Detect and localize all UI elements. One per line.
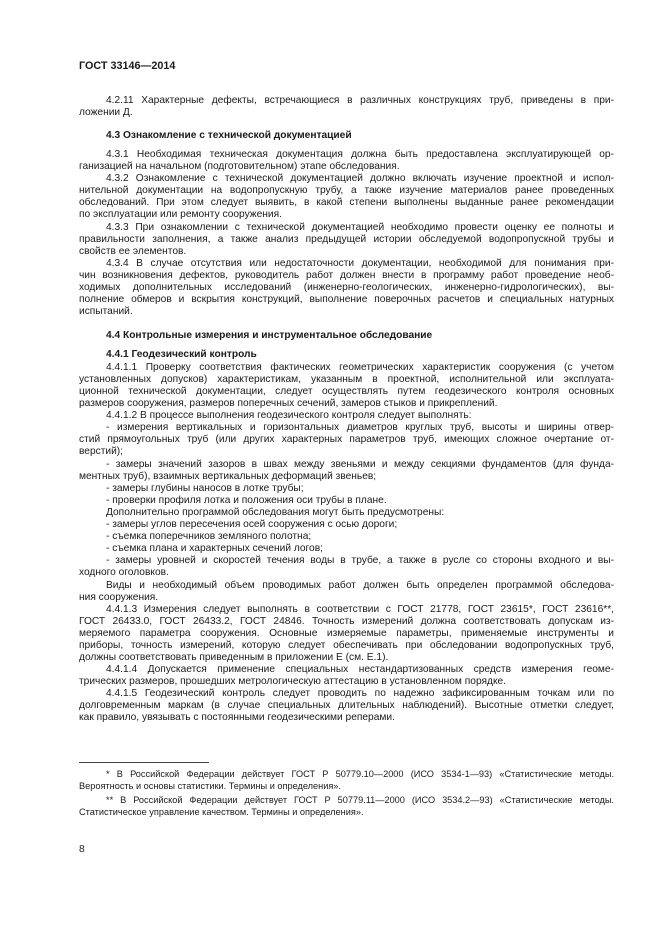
- text-line-l44: должны соответствовать приведенным в приложении Е (см. Е.1).: [79, 652, 389, 663]
- text-line-l37: ходного оголовков.: [79, 567, 169, 578]
- document-header: ГОСТ 33146—2014: [79, 60, 176, 72]
- text-line-l23: размеров сооружения, размеров поперечных сечений, замеров стыков и прикреплений.: [79, 398, 498, 409]
- text-line-l39: ния сооружения.: [79, 592, 159, 603]
- text-line-l11: правильности заполнения, а также анализ предыдущей истории обследуемой водопропускной трубы и: [79, 234, 614, 245]
- text-line-l08: обследований. При этом следует выявить, в какой степени выполнены выданные ранее рекомендации: [79, 197, 614, 208]
- text-line-l09: по эксплуатации или ремонту сооружения.: [79, 209, 282, 220]
- text-line-l43: приборы, точность измерений, которую следует обеспечивать при обследовании водопропускных труб,: [79, 640, 614, 651]
- text-line-l01: 4.2.11 Характерные дефекты, встречающиеся в различных конструкциях труб, приведены в при-: [106, 95, 614, 106]
- footnote-line-f01: * В Российской Федерации действует ГОСТ Р 50779.10—2000 (ИСО 3534-1—93) «Статистические методы.: [106, 769, 614, 779]
- text-line-l36: - замеры уровней и скоростей течения воды в трубе, а также в русле со стороны входного и вы-: [106, 555, 614, 566]
- text-line-l34: - съемка поперечников земляного полотна;: [106, 531, 312, 542]
- text-line-l25: - измерения вертикальных и горизонтальных диаметров круглых труб, высоты и ширины отвер-: [106, 422, 614, 433]
- text-line-l06: 4.3.2 Ознакомление с технической документацией должно включать изучение проектной и испол-: [106, 173, 614, 184]
- text-line-l29: ментных труб), взаимных вертикальных деформаций звеньев;: [79, 471, 377, 482]
- text-line-l21: установленных допусков) характеристикам, указанным в проектной, исполнительной или эксплуата-: [79, 374, 614, 385]
- text-line-l35: - съемка плана и характерных сечений логов;: [106, 543, 323, 554]
- text-line-l46: трических размеров, прошедших метрологическую аттестацию в установленном порядке.: [79, 676, 507, 687]
- text-line-l47: 4.4.1.5 Геодезический контроль следует проводить по надежно зафиксированным точкам или по: [106, 688, 614, 699]
- text-line-l32: Дополнительно программой обследования могут быть предусмотрены:: [106, 507, 445, 518]
- text-line-l19: 4.4.1 Геодезический контроль: [106, 349, 257, 360]
- text-line-l38: Виды и необходимый объем проводимых работ должен быть определен программой обследова-: [106, 580, 614, 591]
- text-line-l30: - замеры глубины наносов в лотке трубы;: [106, 483, 304, 494]
- text-line-l17: испытаний.: [79, 306, 133, 317]
- text-line-l02: ложении Д.: [79, 107, 133, 118]
- footnote-line-f04: Статистическое управление качеством. Термины и определения».: [79, 807, 364, 817]
- text-line-l24: 4.4.1.2 В процессе выполнения геодезического контроля следует выполнять:: [106, 410, 472, 421]
- text-line-l16: полнение обмеров и вскрытия конструкций, выполнение поверочных расчетов и специальных натурных: [79, 294, 614, 305]
- text-line-l26: стий прямоугольных труб (или других характерных параметров труб, имеющих сложное очертание от-: [79, 434, 614, 445]
- text-line-l45: 4.4.1.4 Допускается применение специальных нестандартизованных средств измерения геоме-: [106, 664, 614, 675]
- text-line-l10: 4.3.3 При ознакомлении с технической документацией необходимо провести оценку ее полноты и: [106, 222, 614, 233]
- text-line-l41: ГОСТ 26433.0, ГОСТ 26433.2, ГОСТ 24846. Точность измерений должна соответствовать допускам из-: [79, 616, 614, 627]
- text-line-l14: чин возникновения дефектов, руководитель работ должен внести в программу работ проведение необ-: [79, 270, 614, 281]
- text-line-l49: как правило, увязывать с постоянными геодезическими реперами.: [79, 712, 395, 723]
- text-line-l22: ционной технической документации, следует осуществлять путем геодезического контроля основных: [79, 386, 614, 397]
- text-line-l04: 4.3.1 Необходимая техническая документация должна быть предоставлена эксплуатирующей ор-: [106, 149, 614, 160]
- footnote-line-f03: ** В Российской Федерации действует ГОСТ Р 50779.11—2000 (ИСО 3534.2—93) «Статистические методы.: [106, 795, 614, 805]
- footnote-line-f02: Вероятность и основы статистики. Термины и определения».: [79, 781, 341, 791]
- text-line-l28: - замеры значений зазоров в швах между звеньями и между секциями фундаментов (для фунда-: [106, 459, 614, 470]
- text-line-l15: ходимых дополнительных исследований (инженерно-геологических, инженерно-гидрологических), вы-: [79, 282, 614, 293]
- text-line-l31: - проверки профиля лотка и положения оси трубы в плане.: [106, 495, 387, 506]
- text-line-l42: меряемого параметра сооружения. Основные измеряемые параметры, применяемые инструменты и: [79, 628, 614, 639]
- text-line-l18: 4.4 Контрольные измерения и инструментальное обследование: [106, 330, 433, 341]
- page-number: 8: [79, 844, 85, 855]
- text-line-l12: свойств ее элементов.: [79, 246, 187, 257]
- text-line-l05: ганизацией на начальном (подготовительном) этапе обследования.: [79, 161, 400, 172]
- text-line-l20: 4.4.1.1 Проверку соответствия фактических геометрических характеристик сооружения (с учетом: [106, 362, 614, 373]
- text-line-l40: 4.4.1.3 Измерения следует выполнять в соответствии с ГОСТ 21778, ГОСТ 23615*, ГОСТ 23616**,: [106, 604, 614, 615]
- text-line-l07: нительной документации на водопропускную трубу, а также изучение материалов ранее проведенных: [79, 185, 614, 196]
- text-line-l33: - замеры углов пересечения осей сооружения с осью дороги;: [106, 519, 398, 530]
- footnote-separator: [79, 762, 209, 763]
- text-line-l13: 4.3.4 В случае отсутствия или недостаточности документации, необходимой для понимания при-: [106, 258, 614, 269]
- text-line-l48: долговременным маркам (в случае специальных длительных наблюдений). Высотные отметки следует,: [79, 700, 614, 711]
- text-line-l27: верстий);: [79, 446, 123, 457]
- text-line-l03: 4.3 Ознакомление с технической документацией: [106, 130, 352, 141]
